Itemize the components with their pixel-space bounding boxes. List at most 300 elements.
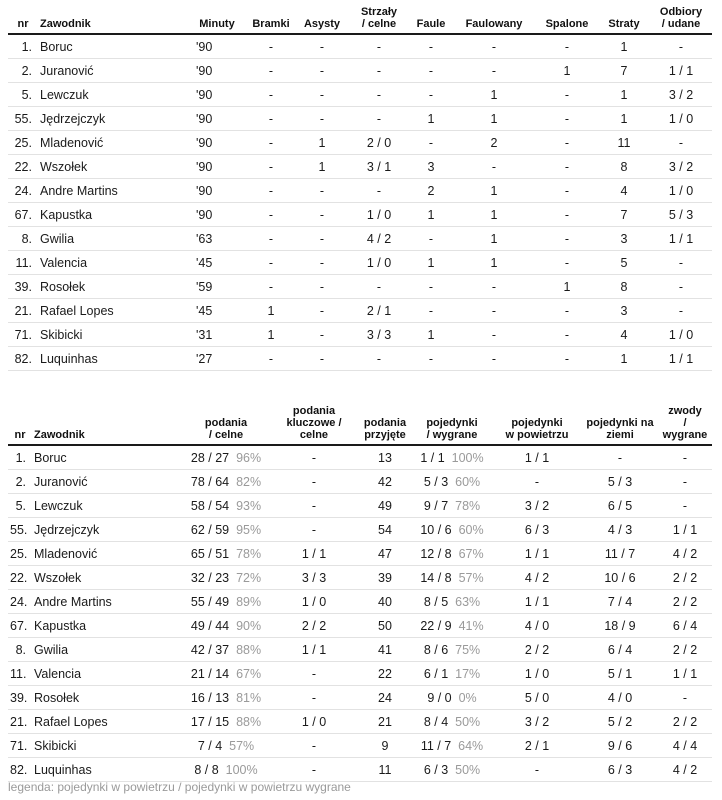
cell-player: Mladenović [38,131,188,155]
header-ground-line1: pojedynki na [586,417,654,429]
cell-ground-duels: 5 / 2 [582,710,658,734]
cell-player: Valencia [32,662,182,686]
duels-value: 6 / 1 [423,666,449,681]
cell-ground-duels: 6 / 4 [582,638,658,662]
cell-fouls: - [410,227,452,251]
cell-shots: - [348,59,410,83]
cell-passes [182,710,270,734]
cell-shots: - [348,34,410,59]
cell-player: Wszołek [32,566,182,590]
cell-recoveries: - [650,131,712,155]
cell-player: Skibicki [38,323,188,347]
cell-offsides: - [536,251,598,275]
cell-dribbles: 6 / 4 [658,614,712,638]
cell-received: 21 [358,710,412,734]
cell-assists: - [296,323,348,347]
cell-key-passes: 3 / 3 [270,566,358,590]
cell-key-passes: - [270,445,358,470]
header-assists: Asysty [296,6,348,34]
cell-nr: 24. [8,590,32,614]
cell-goals: - [246,347,296,371]
cell-received: 13 [358,445,412,470]
duels-value: 5 / 3 [423,474,449,489]
cell-ground-duels: 11 / 7 [582,542,658,566]
cell-air-duels: 4 / 0 [492,614,582,638]
cell-nr: 11. [8,251,38,275]
cell-player: Gwilia [32,638,182,662]
header-goals: Bramki [246,6,296,34]
cell-losses: 3 [598,227,650,251]
header-offsides: Spalone [536,6,598,34]
cell-fouled: - [452,59,536,83]
cell-ground-duels: - [582,445,658,470]
header-key-passes-line3: celne [299,429,329,441]
cell-nr: 39. [8,275,38,299]
cell-recoveries: 1 / 1 [650,59,712,83]
passes-value: 17 / 15 [190,714,230,729]
cell-received: 40 [358,590,412,614]
duels-percent: 63% [455,594,481,609]
cell-minutes: '90 [188,179,246,203]
cell-shots: - [348,107,410,131]
header-recoveries [650,6,712,34]
duels-percent: 17% [455,666,481,681]
cell-assists: - [296,34,348,59]
cell-recoveries: - [650,34,712,59]
cell-goals: 1 [246,299,296,323]
table-row [8,494,712,518]
cell-goals: - [246,107,296,131]
cell-dribbles: 4 / 2 [658,758,712,782]
table-row [8,179,712,203]
passes-value: 8 / 8 [194,762,219,777]
cell-duels [412,470,492,494]
cell-minutes: '90 [188,59,246,83]
header-player: Zawodnik [38,6,188,34]
cell-offsides: - [536,299,598,323]
cell-ground-duels: 6 / 3 [582,758,658,782]
cell-passes [182,494,270,518]
header-ground-line2: ziemi [606,429,634,441]
cell-dribbles: 1 / 1 [658,518,712,542]
table-row [8,107,712,131]
cell-duels [412,734,492,758]
cell-fouls: - [410,131,452,155]
cell-passes [182,734,270,758]
cell-fouls: - [410,34,452,59]
cell-shots: 2 / 0 [348,131,410,155]
cell-passes [182,566,270,590]
table-row [8,59,712,83]
table-row [8,323,712,347]
cell-offsides: - [536,83,598,107]
cell-fouled: - [452,299,536,323]
cell-losses: 4 [598,179,650,203]
passes-percent: 95% [236,522,262,537]
cell-assists: - [296,83,348,107]
cell-nr: 25. [8,131,38,155]
cell-assists: 1 [296,155,348,179]
header-nr: nr [8,405,32,445]
table-row [8,638,712,662]
header-key-passes [270,405,358,445]
cell-passes [182,542,270,566]
cell-received: 49 [358,494,412,518]
cell-offsides: - [536,347,598,371]
duels-value: 1 / 1 [420,450,445,465]
table-header-row [8,405,712,445]
passes-value: 21 / 14 [190,666,230,681]
passes-value: 32 / 23 [190,570,230,585]
cell-recoveries: 3 / 2 [650,155,712,179]
cell-key-passes: 1 / 1 [270,638,358,662]
table-row [8,227,712,251]
cell-nr: 55. [8,518,32,542]
cell-air-duels: 2 / 2 [492,638,582,662]
cell-player: Valencia [38,251,188,275]
cell-goals: - [246,83,296,107]
cell-player: Lewczuk [32,494,182,518]
cell-goals: - [246,155,296,179]
cell-offsides: 1 [536,275,598,299]
cell-passes [182,518,270,542]
duels-value: 14 / 8 [420,570,452,585]
cell-fouled: 2 [452,131,536,155]
table-row [8,590,712,614]
cell-player: Luquinhas [38,347,188,371]
cell-player: Rafael Lopes [38,299,188,323]
cell-shots: - [348,83,410,107]
cell-minutes: '63 [188,227,246,251]
cell-key-passes: 1 / 1 [270,542,358,566]
cell-dribbles: - [658,470,712,494]
cell-key-passes: 1 / 0 [270,710,358,734]
table-row [8,542,712,566]
header-ground-duels [582,405,658,445]
cell-ground-duels: 18 / 9 [582,614,658,638]
cell-player: Mladenović [32,542,182,566]
cell-minutes: '59 [188,275,246,299]
cell-goals: - [246,275,296,299]
cell-nr: 25. [8,542,32,566]
cell-losses: 8 [598,275,650,299]
table-row [8,203,712,227]
cell-minutes: '90 [188,131,246,155]
cell-shots: 3 / 3 [348,323,410,347]
table-row [8,83,712,107]
cell-fouls: 1 [410,203,452,227]
duels-percent: 78% [455,498,481,513]
cell-player: Juranović [38,59,188,83]
header-passes [182,405,270,445]
passes-percent: 89% [236,594,262,609]
cell-key-passes: - [270,494,358,518]
cell-fouls: - [410,83,452,107]
duels-value: 8 / 6 [423,642,449,657]
cell-key-passes: - [270,734,358,758]
passes-value: 28 / 27 [190,450,230,465]
cell-player: Wszołek [38,155,188,179]
cell-air-duels: 1 / 1 [492,445,582,470]
cell-key-passes: 1 / 0 [270,590,358,614]
cell-offsides: - [536,155,598,179]
cell-received: 22 [358,662,412,686]
table-row [8,614,712,638]
cell-passes [182,758,270,782]
table-header-row [8,6,712,34]
duels-value: 10 / 6 [420,522,452,537]
cell-nr: 1. [8,445,32,470]
cell-nr: 82. [8,347,38,371]
player-stats-table [8,6,712,371]
cell-nr: 21. [8,710,32,734]
cell-nr: 11. [8,662,32,686]
duels-percent: 60% [458,522,484,537]
cell-fouls: 3 [410,155,452,179]
cell-losses: 1 [598,34,650,59]
header-air-duels [492,405,582,445]
cell-assists: - [296,251,348,275]
cell-losses: 1 [598,347,650,371]
cell-nr: 39. [8,686,32,710]
cell-losses: 5 [598,251,650,275]
passes-value: 78 / 64 [190,474,230,489]
cell-losses: 4 [598,323,650,347]
cell-duels [412,445,492,470]
cell-shots: - [348,275,410,299]
header-passes-line2: / celne [208,429,244,441]
cell-recoveries: 1 / 1 [650,227,712,251]
header-shots [348,6,410,34]
cell-fouled: 1 [452,83,536,107]
header-recoveries-line1: Odbiory [659,6,703,18]
passes-percent: 88% [236,642,262,657]
cell-player: Andre Martins [32,590,182,614]
header-dribbles [658,405,712,445]
cell-offsides: - [536,34,598,59]
cell-air-duels: 6 / 3 [492,518,582,542]
duels-value: 8 / 5 [423,594,449,609]
cell-recoveries: - [650,275,712,299]
cell-fouled: 1 [452,227,536,251]
cell-player: Skibicki [32,734,182,758]
passing-duels-table [8,405,712,782]
cell-nr: 2. [8,470,32,494]
table-row [8,470,712,494]
cell-nr: 22. [8,155,38,179]
cell-nr: 82. [8,758,32,782]
cell-assists: - [296,59,348,83]
cell-duels [412,758,492,782]
cell-recoveries: 1 / 1 [650,347,712,371]
cell-passes [182,614,270,638]
cell-key-passes: - [270,518,358,542]
cell-recoveries: 1 / 0 [650,107,712,131]
duels-value: 22 / 9 [420,618,452,633]
cell-dribbles: 2 / 2 [658,710,712,734]
table-row [8,131,712,155]
header-player: Zawodnik [32,405,182,445]
cell-minutes: '90 [188,83,246,107]
cell-nr: 67. [8,203,38,227]
cell-duels [412,710,492,734]
cell-fouls: 1 [410,251,452,275]
cell-offsides: - [536,203,598,227]
cell-fouls: 1 [410,323,452,347]
cell-received: 47 [358,542,412,566]
cell-player: Juranović [32,470,182,494]
cell-goals: - [246,131,296,155]
cell-assists: - [296,347,348,371]
cell-received: 24 [358,686,412,710]
cell-fouled: 1 [452,107,536,131]
cell-air-duels: 4 / 2 [492,566,582,590]
duels-value: 6 / 3 [423,762,449,777]
cell-dribbles: 4 / 2 [658,542,712,566]
header-duels-line1: pojedynki [426,417,478,429]
header-shots-line1: Strzały [360,6,398,18]
table-row [8,518,712,542]
header-key-passes-line1: podania [292,405,336,417]
cell-duels [412,638,492,662]
cell-key-passes: - [270,758,358,782]
cell-offsides: - [536,227,598,251]
cell-goals: - [246,179,296,203]
cell-air-duels: - [492,470,582,494]
cell-ground-duels: 7 / 4 [582,590,658,614]
passes-percent: 81% [236,690,262,705]
duels-percent: 64% [458,738,484,753]
cell-dribbles: 2 / 2 [658,590,712,614]
passes-value: 7 / 4 [197,738,223,753]
cell-player: Kapustka [38,203,188,227]
cell-minutes: '90 [188,107,246,131]
cell-assists: - [296,227,348,251]
cell-recoveries: - [650,299,712,323]
cell-ground-duels: 10 / 6 [582,566,658,590]
cell-fouls: - [410,275,452,299]
cell-passes [182,470,270,494]
passes-value: 16 / 13 [190,690,230,705]
cell-fouled: - [452,34,536,59]
duels-percent: 57% [458,570,484,585]
header-duels-line2: / wygrane [426,429,478,441]
cell-shots: 3 / 1 [348,155,410,179]
cell-dribbles: 2 / 2 [658,566,712,590]
cell-passes [182,445,270,470]
header-fouled: Faulowany [452,6,536,34]
duels-value: 8 / 4 [423,714,449,729]
cell-assists: - [296,299,348,323]
table-row [8,34,712,59]
cell-shots: 1 / 0 [348,251,410,275]
table-row [8,710,712,734]
cell-nr: 8. [8,227,38,251]
cell-assists: - [296,275,348,299]
cell-recoveries: 1 / 0 [650,179,712,203]
passes-value: 58 / 54 [190,498,230,513]
cell-dribbles: - [658,686,712,710]
cell-assists: 1 [296,131,348,155]
passes-percent: 90% [236,618,262,633]
cell-fouled: - [452,323,536,347]
cell-passes [182,662,270,686]
cell-offsides: - [536,107,598,131]
cell-fouled: - [452,155,536,179]
table-row [8,347,712,371]
cell-air-duels: 3 / 2 [492,710,582,734]
cell-recoveries: - [650,251,712,275]
cell-duels [412,566,492,590]
passes-percent: 72% [236,570,262,585]
cell-offsides: - [536,131,598,155]
cell-player: Rafael Lopes [32,710,182,734]
passes-value: 62 / 59 [190,522,230,537]
header-received-line1: podania [363,417,407,429]
cell-assists: - [296,203,348,227]
cell-received: 11 [358,758,412,782]
passes-percent: 96% [236,450,262,465]
passes-percent: 57% [229,738,255,753]
cell-duels [412,518,492,542]
cell-nr: 71. [8,323,38,347]
cell-duels [412,686,492,710]
cell-air-duels: 3 / 2 [492,494,582,518]
cell-minutes: '45 [188,251,246,275]
cell-key-passes: - [270,470,358,494]
cell-goals: - [246,227,296,251]
cell-minutes: '90 [188,203,246,227]
cell-ground-duels: 4 / 0 [582,686,658,710]
duels-percent: 67% [458,546,484,561]
table-row [8,445,712,470]
cell-player: Lewczuk [38,83,188,107]
duels-percent: 100% [451,450,484,465]
cell-goals: - [246,203,296,227]
cell-shots: 4 / 2 [348,227,410,251]
cell-fouled: - [452,275,536,299]
cell-nr: 8. [8,638,32,662]
cell-fouls: 1 [410,107,452,131]
cell-losses: 1 [598,83,650,107]
cell-shots: - [348,179,410,203]
header-air-line1: pojedynki [511,417,563,429]
cell-nr: 22. [8,566,32,590]
duels-value: 9 / 7 [423,498,449,513]
table-row [8,275,712,299]
cell-fouls: - [410,299,452,323]
header-minutes: Minuty [188,6,246,34]
cell-ground-duels: 6 / 5 [582,494,658,518]
cell-dribbles: 4 / 4 [658,734,712,758]
header-received [358,405,412,445]
table-row [8,155,712,179]
cell-ground-duels: 5 / 3 [582,470,658,494]
cell-air-duels: 1 / 1 [492,590,582,614]
header-received-line2: przyjęte [364,429,406,441]
header-key-passes-line2: kluczowe / [286,417,342,429]
cell-air-duels: - [492,758,582,782]
cell-recoveries: 5 / 3 [650,203,712,227]
cell-recoveries: 3 / 2 [650,83,712,107]
cell-passes [182,686,270,710]
duels-percent: 60% [455,474,481,489]
table-row [8,734,712,758]
cell-player: Gwilia [38,227,188,251]
cell-shots: 1 / 0 [348,203,410,227]
header-shots-line2: / celne [361,18,397,30]
cell-goals: 1 [246,323,296,347]
